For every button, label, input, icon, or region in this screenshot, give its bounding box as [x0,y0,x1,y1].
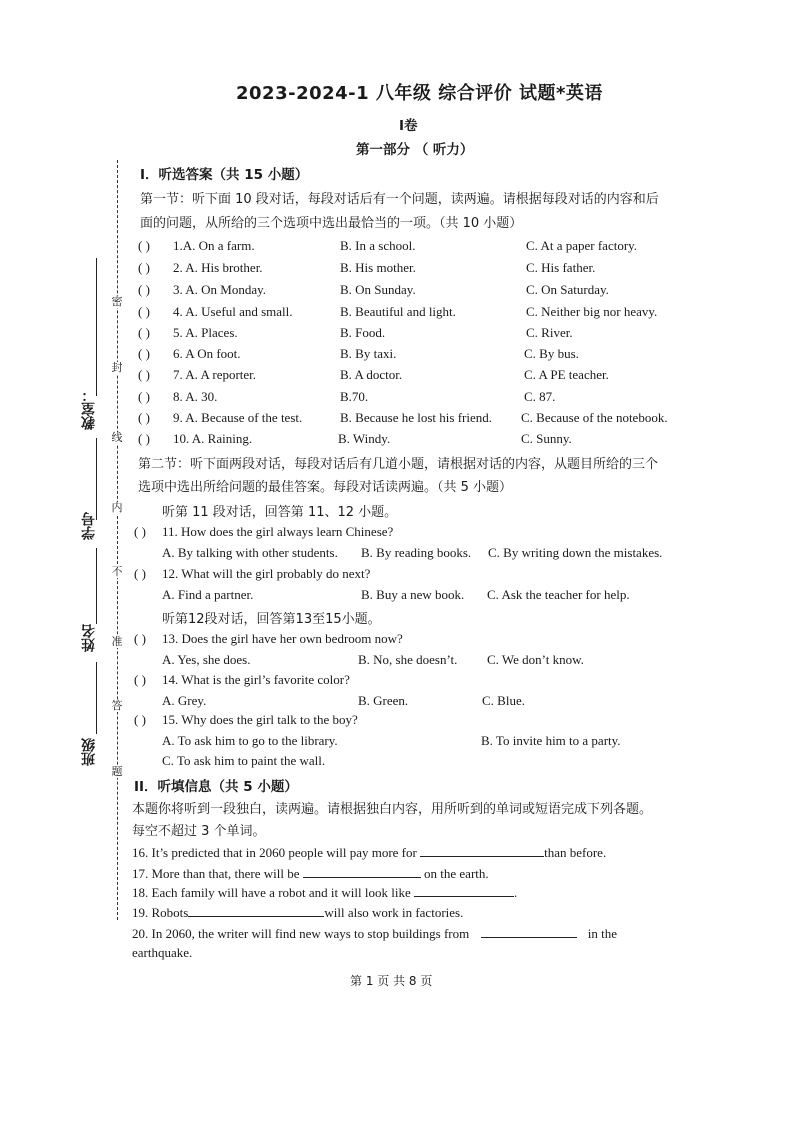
question-option-a: 1.A. On a farm. [173,238,255,253]
answer-paren[interactable]: ( ) [134,672,146,687]
option-b: B. To invite him to a party. [481,733,621,748]
option-b: B. A doctor. [340,367,403,382]
option-b: B. Windy. [338,431,391,446]
answer-paren[interactable]: ( ) [138,282,150,297]
question-option-a: 5. A. Places. [173,325,238,340]
option-c: C. Because of the notebook. [521,410,668,425]
name-label: 姓名 [81,624,97,652]
option-c: C. River. [526,325,573,340]
option-a: A. To ask him to go to the library. [162,733,338,748]
seal-char: 线 [111,431,123,444]
seal-dashed-line [117,160,118,920]
fill-question [132,865,489,882]
option-a: A. By talking with other students. [162,545,338,560]
option-c: C. By bus. [524,346,579,361]
answer-paren[interactable]: ( ) [138,260,150,275]
question-text: will also work in factories. [324,905,464,920]
dialogue-intro: 听第12段对话，回答第13至15小题。 [162,612,381,627]
option-c: C. Blue. [482,693,525,708]
seal-char: 封 [111,361,123,374]
answer-paren[interactable]: ( ) [138,410,150,425]
seal-char: 题 [111,765,123,778]
fill-question [132,925,617,942]
option-a: A. Grey. [162,693,207,708]
name-line [96,548,97,624]
fill-question [132,844,606,861]
option-a: A. Find a partner. [162,587,254,602]
option-c: C. On Saturday. [526,282,609,297]
option-c: C. Neither big nor heavy. [526,304,658,319]
answer-blank[interactable] [188,904,324,917]
option-c: C. His father. [526,260,596,275]
seal-char: 内 [111,501,123,514]
option-b: B. In a school. [340,238,416,253]
class-label: 班级 [81,738,97,766]
instruction-text: 第一节：听下面 10 段对话，每段对话后有一个问题，读两遍。请根据每段对话的内容和后 [140,192,659,207]
option-b: B. No, she doesn’t. [358,652,458,667]
option-c: C. By writing down the mistakes. [488,545,663,560]
answer-blank[interactable] [414,884,514,897]
option-b: B. By taxi. [340,346,397,361]
question-text: than before. [544,845,607,860]
instruction-text: 面的问题，从所给的三个选项中选出最恰当的一项。（共 10 小题） [140,216,523,231]
question-text: 16. It’s predicted that in 2060 people will pay more for [132,845,417,860]
instruction-text: 本题你将听到一段独白，读两遍。请根据独白内容，用所听到的单词或短语完成下列各题。 [132,802,653,817]
section-heading: II．听填信息（共 5 小题） [134,779,298,795]
seal-char: 答 [111,699,123,712]
option-b: B. Green. [358,693,409,708]
question-option-a: 2. A. His brother. [173,260,263,275]
answer-paren[interactable]: ( ) [134,566,146,581]
answer-paren[interactable]: ( ) [138,325,150,340]
question-text: 14. What is the girl’s favorite color? [162,672,350,687]
question-option-a: 9. A. Because of the test. [173,410,303,425]
question-option-a: 7. A. A reporter. [173,367,257,382]
answer-paren[interactable]: ( ) [138,367,150,382]
question-option-a: 3. A. On Monday. [173,282,267,297]
option-b: B. Buy a new book. [361,587,465,602]
seal-char: 密 [111,295,123,308]
option-c: C. At a paper factory. [526,238,638,253]
answer-paren[interactable]: ( ) [138,431,150,446]
option-c: C. We don’t know. [487,652,584,667]
answer-paren[interactable]: ( ) [134,631,146,646]
instruction-text: 每空不超过 3 个单词。 [132,824,266,839]
classroom-line [96,258,97,396]
student-id-label: 学号 [81,512,97,540]
option-c: C. Sunny. [521,431,572,446]
option-c: C. To ask him to paint the wall. [162,753,326,768]
answer-paren[interactable]: ( ) [138,346,150,361]
section-heading: I．听选答案（共 15 小题） [140,167,309,183]
question-option-a: 6. A On foot. [173,346,241,361]
class-line [96,662,97,734]
page-number: 第 1 页 共 8 页 [350,974,433,988]
question-text: 12. What will the girl probably do next? [162,566,371,581]
answer-paren[interactable]: ( ) [134,712,146,727]
question-option-a: 4. A. Useful and small. [173,304,293,319]
fill-question [132,884,517,901]
question-option-a: 8. A. 30. [173,389,218,404]
answer-paren[interactable]: ( ) [138,389,150,404]
option-a: A. Yes, she does. [162,652,251,667]
answer-blank[interactable] [303,865,421,878]
option-b: B. Beautiful and light. [340,304,456,319]
option-c: C. 87. [524,389,556,404]
option-b: B. His mother. [340,260,416,275]
option-b: B.70. [340,389,369,404]
answer-paren[interactable]: ( ) [134,524,146,539]
question-text: in the [587,926,617,941]
volume-label: I卷 [399,118,418,134]
page-title: 2023-2024-1 八年级 综合评价 试题*英语 [236,83,603,104]
option-b: B. On Sunday. [340,282,416,297]
part-heading: 第一部分 （ 听力） [356,142,474,158]
answer-paren[interactable]: ( ) [138,238,150,253]
question-option-a: 10. A. Raining. [173,431,253,446]
question-text: 18. Each family will have a robot and it will look like [132,885,411,900]
question-text: 19. Robots [132,905,189,920]
option-c: C. Ask the teacher for help. [487,587,630,602]
question-text: 15. Why does the girl talk to the boy? [162,712,358,727]
instruction-text: 选项中选出所给问题的最佳答案。每段对话读两遍。（共 5 小题） [138,480,513,495]
answer-blank[interactable] [420,844,544,857]
answer-paren[interactable]: ( ) [138,304,150,319]
option-c: C. A PE teacher. [524,367,609,382]
dialogue-intro: 听第 11 段对话，回答第 11、12 小题。 [162,505,398,520]
seal-char: 不 [111,565,123,578]
answer-blank[interactable] [481,925,577,938]
question-text: 11. How does the girl always learn Chinese? [162,524,394,539]
instruction-text: 第二节：听下面两段对话，每段对话后有几道小题，请根据对话的内容，从题目所给的三个 [138,457,659,472]
student-id-line [96,438,97,520]
option-b: B. By reading books. [361,545,472,560]
question-text: 13. Does the girl have her own bedroom now? [162,631,403,646]
question-text: on the earth. [424,866,489,881]
question-text: . [513,885,518,900]
question-text: earthquake. [132,945,193,960]
classroom-label: 教室： [81,388,97,430]
question-text: 20. In 2060, the writer will find new ways to stop buildings from [132,926,470,941]
option-b: B. Because he lost his friend. [340,410,492,425]
seal-char: 准 [111,635,123,648]
fill-question [132,904,463,921]
option-b: B. Food. [340,325,386,340]
question-text: 17. More than that, there will be [132,866,300,881]
